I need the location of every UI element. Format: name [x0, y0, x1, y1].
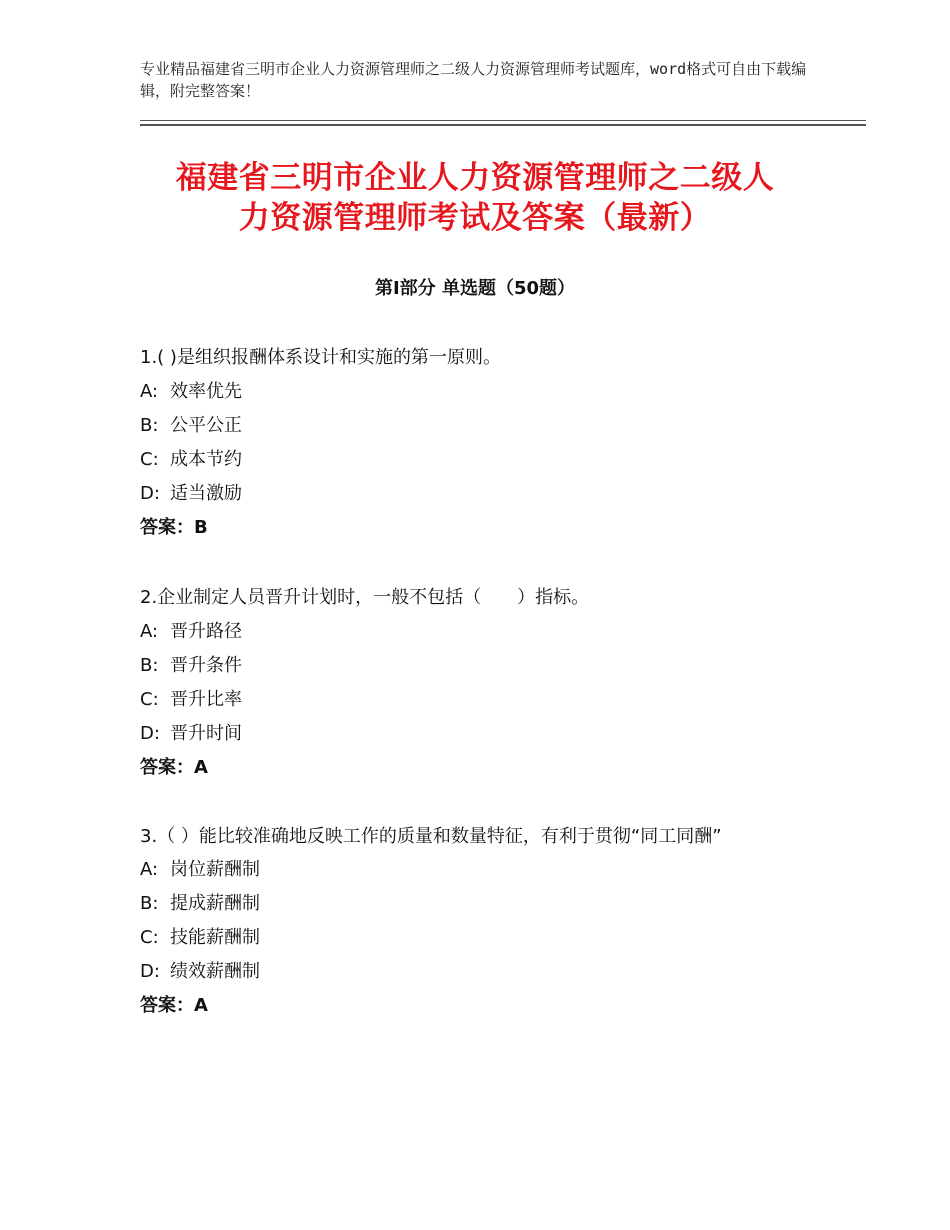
option-b [140, 887, 820, 921]
option-key: D: [140, 961, 160, 982]
answer-line: 答案：A [140, 757, 208, 778]
question-2 [140, 581, 820, 785]
option-key: B: [140, 415, 159, 436]
document-title [140, 158, 810, 238]
option-text: 效率优先 [170, 381, 242, 402]
option-key: D: [140, 723, 160, 744]
option-text: 公平公正 [170, 415, 242, 436]
option-d [140, 717, 820, 751]
option-text: 技能薪酬制 [170, 927, 260, 948]
option-text: 提成薪酬制 [170, 893, 260, 914]
option-a [140, 375, 820, 409]
option-text: 晋升时间 [170, 723, 242, 744]
option-a [140, 853, 820, 887]
option-key: B: [140, 655, 159, 676]
option-key: A: [140, 859, 159, 880]
question-text: 2.企业制定人员晋升计划时，一般不包括（ ）指标。 [140, 587, 590, 608]
document-title-line2: 力资源管理师考试及答案（最新） [238, 200, 712, 236]
option-key: C: [140, 689, 159, 710]
answer-line: 答案：B [140, 517, 208, 538]
section-heading: 第Ⅰ部分 单选题（50题） [374, 278, 575, 299]
option-a [140, 615, 820, 649]
question-1 [140, 341, 820, 545]
option-text: 适当激励 [170, 483, 242, 504]
option-key: D: [140, 483, 160, 504]
option-text: 绩效薪酬制 [170, 961, 260, 982]
option-text: 晋升条件 [170, 655, 242, 676]
document-title-line1: 福建省三明市企业人力资源管理师之二级人 [175, 160, 775, 196]
header-divider-thin [140, 120, 866, 121]
option-d [140, 955, 820, 989]
option-key: B: [140, 893, 159, 914]
option-c [140, 683, 820, 717]
question-text: 1.( )是组织报酬体系设计和实施的第一原则。 [140, 347, 501, 368]
header-divider-thick [140, 124, 866, 126]
option-text: 岗位薪酬制 [170, 859, 260, 880]
option-b [140, 409, 820, 443]
question-text: 3.（ ）能比较准确地反映工作的质量和数量特征，有利于贯彻“同工同酬” [140, 826, 722, 847]
option-c [140, 921, 820, 955]
question-3 [140, 820, 820, 1023]
option-text: 晋升比率 [170, 689, 242, 710]
option-key: C: [140, 449, 159, 470]
option-text: 成本节约 [170, 449, 242, 470]
option-key: A: [140, 621, 159, 642]
option-c [140, 443, 820, 477]
option-key: C: [140, 927, 159, 948]
option-d [140, 477, 820, 511]
answer-line: 答案：A [140, 995, 208, 1016]
document-header-note: 专业精品福建省三明市企业人力资源管理师之二级人力资源管理师考试题库，word格式可自由下载编辑，附完整答案！ [140, 60, 807, 100]
option-key: A: [140, 381, 159, 402]
option-text: 晋升路径 [170, 621, 242, 642]
option-b [140, 649, 820, 683]
